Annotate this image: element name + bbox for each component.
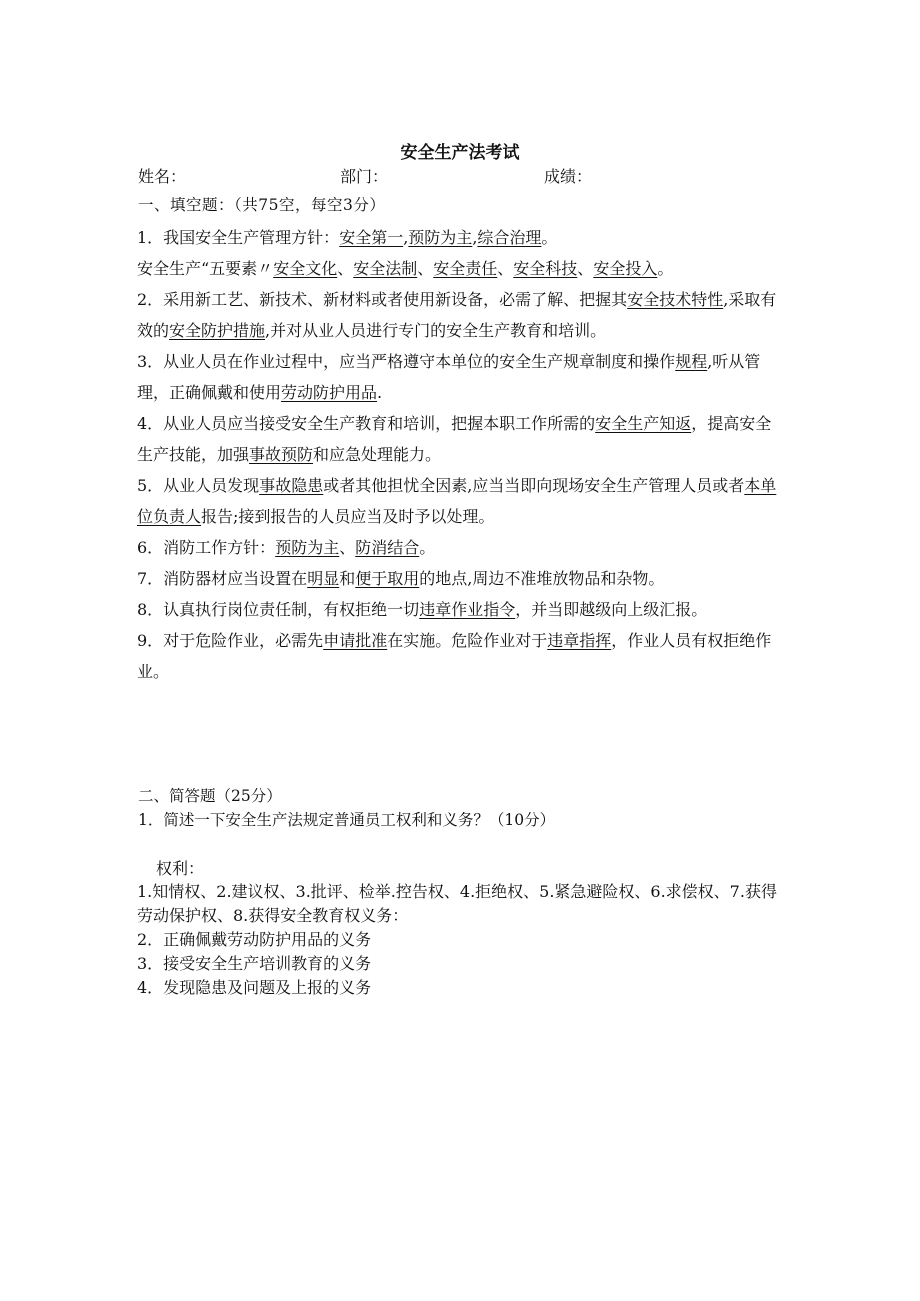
question-2: 2．采用新工艺、新技术、新材料或者使用新设备，必需了解、把握其安全技术特性,采取有效的安全防护措施,并对从业人员进行专门的安全生产教育和培训。 — [137, 290, 777, 340]
score-field-label: 成绩： — [544, 167, 593, 186]
duty-item: 3．接受安全生产培训教育的义务 — [137, 954, 372, 973]
answer: 安全责任 — [433, 259, 498, 278]
answer: 事故隐患 — [259, 476, 324, 495]
answer-block — [137, 880, 785, 1000]
five-elements: 安全生产“五要素〃安全文化、安全法制、安全责任、安全科技、安全投入。 — [137, 259, 674, 278]
question-6: 6．消防工作方针：预防为主、防消结合。 — [137, 538, 436, 557]
department-field-label: 部门： — [340, 167, 389, 186]
question-8: 8．认真执行岗位责任制，有权拒绝一切违章作业指令，并当即越级向上级汇报。 — [137, 600, 708, 619]
question-3: 3．从业人员在作业过程中，应当严格遵守本单位的安全生产规章制度和操作规程,听从管理，正确佩戴和使用劳动防护用品. — [137, 352, 761, 402]
rights-label: 权利： — [156, 859, 205, 878]
answer: 安全技术特性 — [627, 290, 724, 309]
answer: 预防为主 — [408, 228, 473, 247]
question-7: 7．消防器材应当设置在明显和便于取用的地点,周边不准堆放物品和杂物。 — [137, 569, 665, 588]
answer: 劳动防护用品 — [281, 383, 378, 402]
answer: 安全生产知返 — [595, 414, 692, 433]
page-title: 安全生产法考试 — [400, 143, 520, 163]
question-9: 9．对于危险作业，必需先申请批准在实施。危险作业对于违章指挥，作业人员有权拒绝作业。 — [137, 631, 772, 681]
answer: 安全科技 — [513, 259, 578, 278]
question-1: 1．我国安全生产管理方针：安全第一,预防为主,综合治理。 — [137, 228, 558, 247]
answer: 安全防护措施 — [169, 321, 266, 340]
answer: 规程 — [675, 352, 708, 371]
section2-heading: 二、简答题（25分） — [138, 787, 282, 805]
answer: 违章指挥 — [547, 631, 612, 650]
answer: 预防为主 — [275, 538, 340, 557]
section1-heading: 一、填空题：（共75空，每空3分） — [138, 196, 386, 214]
answer: 安全文化 — [273, 259, 338, 278]
duty-item: 2．正确佩戴劳动防护用品的义务 — [137, 930, 372, 949]
answer: 申请批准 — [323, 631, 388, 650]
name-field-label: 姓名： — [138, 167, 187, 186]
answer: 明显 — [307, 569, 340, 588]
info-row — [138, 164, 798, 186]
answer: 综合治理 — [477, 228, 542, 247]
answer: 安全法制 — [353, 259, 418, 278]
answer: 事故预防 — [249, 445, 314, 464]
answer: 防消结合 — [355, 538, 420, 557]
answer: 本单位负责人 — [137, 476, 777, 526]
answer: 安全投入 — [593, 259, 658, 278]
duty-item: 4．发现隐患及问题及上报的义务 — [137, 978, 372, 997]
short-answer-question: 1．简述一下安全生产法规定普通员工权利和义务？（10分） — [138, 811, 556, 829]
question-5: 5．从业人员发现事故隐患或者其他担忧全因素,应当当即向现场安全生产管理人员或者本单位负责人报告;接到报告的人员应当及时予以处理。 — [137, 476, 777, 526]
rights-list: 1.知情权、2.建议权、3.批评、检举.控告权、4.拒绝权、5.紧急避险权、6.求偿权、7.获得劳动保护权、8.获得安全教育权义务： — [137, 882, 777, 925]
fill-in-section — [137, 222, 785, 687]
answer: 违章作业指令 — [419, 600, 516, 619]
answer: 安全第一 — [339, 228, 404, 247]
question-4: 4．从业人员应当接受安全生产教育和培训，把握本职工作所需的安全生产知返，提高安全生产技能，加强事故预防和应急处理能力。 — [137, 414, 772, 464]
answer: 便于取用 — [355, 569, 420, 588]
